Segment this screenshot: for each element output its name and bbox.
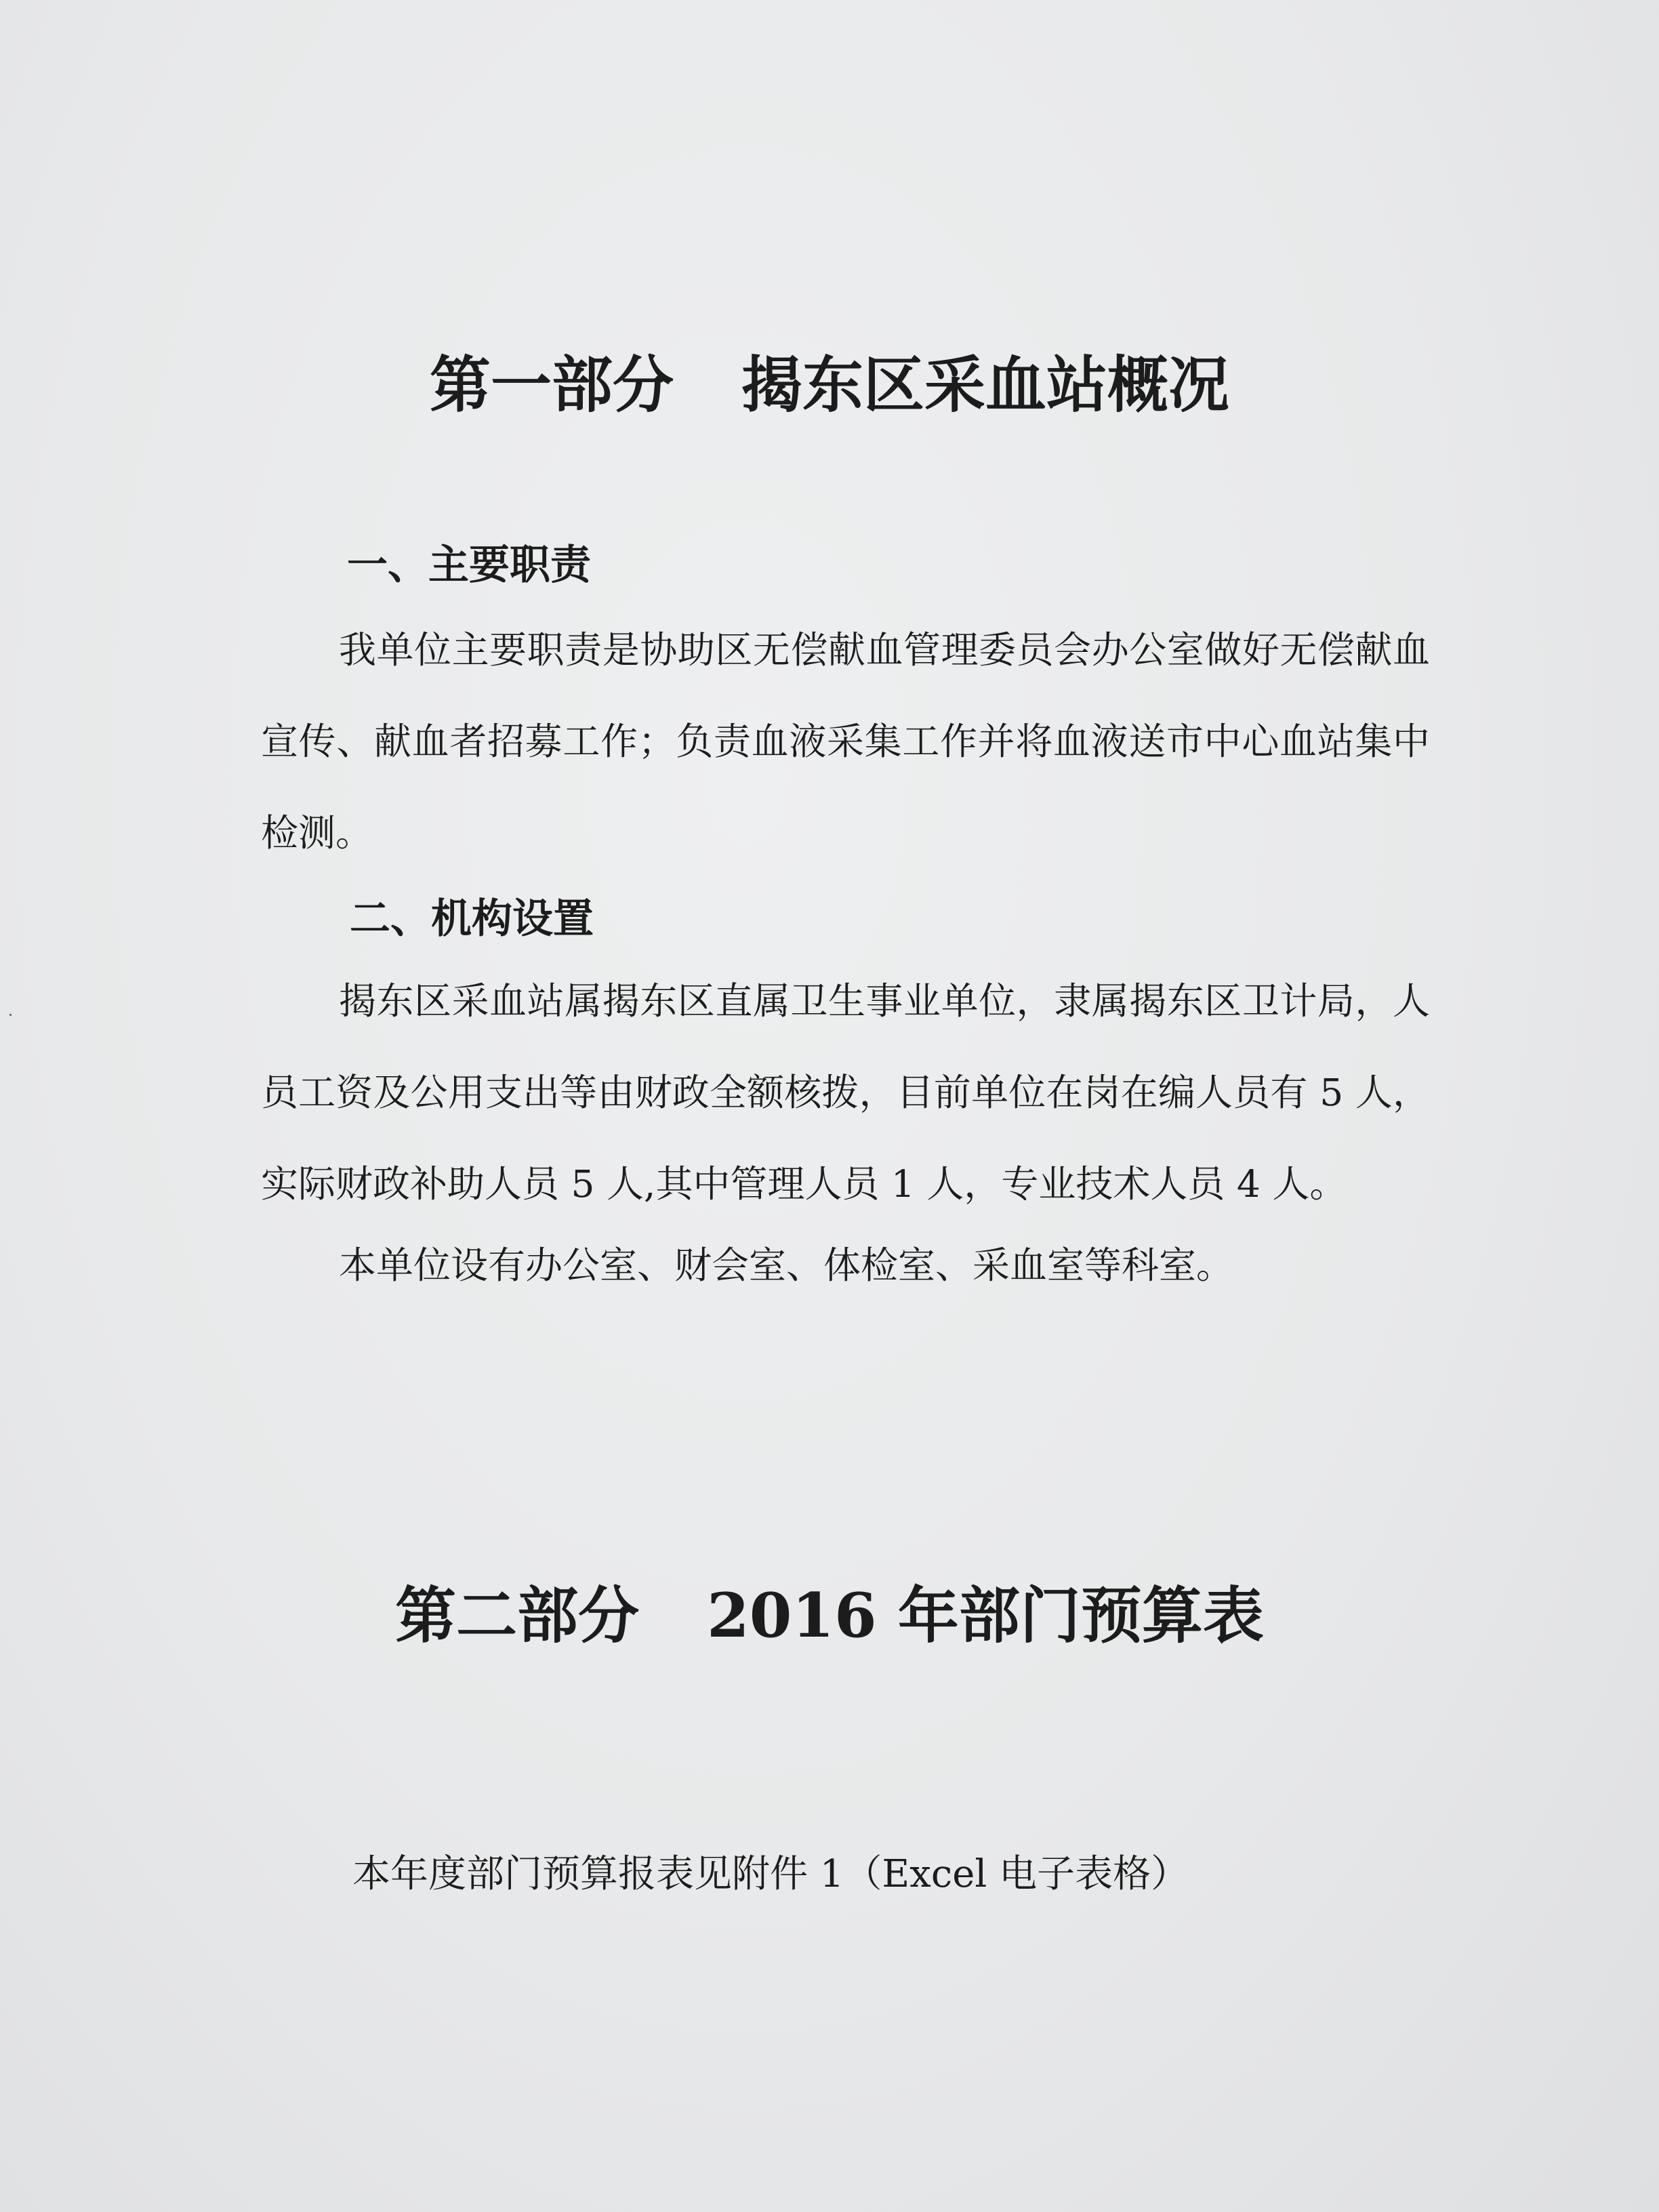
section1-paragraph: 我单位主要职责是协助区无偿献血管理委员会办公室做好无偿献血宣传、献血者招募工作；负责血液采集工作并将血液送市中心血站集中检测。	[261, 628, 1430, 855]
part1-heading: 揭东区采血站概况	[741, 349, 1229, 421]
section1-heading: 一、主要职责	[347, 541, 591, 589]
part2-title	[0, 1579, 1659, 1652]
paper-speck	[9, 1014, 12, 1016]
part1-label: 第一部分	[430, 349, 674, 421]
part2-heading: 2016 年部门预算表	[707, 1580, 1264, 1652]
part1-title	[0, 348, 1659, 422]
part2-label: 第二部分	[395, 1580, 640, 1652]
section2-paragraph-1: 揭东区采血站属揭东区直属卫生事业单位，隶属揭东区卫计局，人员工资及公用支出等由财政全额核拨，目前单位在岗在编人员有 5 人，实际财政补助人员 5 人,其中管理人员 1 人，专业技术人员 4 人。	[261, 979, 1430, 1206]
section2-paragraph-2: 本单位设有办公室、财会室、体检室、采血室等科室。	[339, 1244, 1234, 1287]
attachment-note: 本年度部门预算报表见附件 1（Excel 电子表格）	[352, 1852, 1189, 1896]
section2-heading: 二、机构设置	[350, 895, 594, 943]
